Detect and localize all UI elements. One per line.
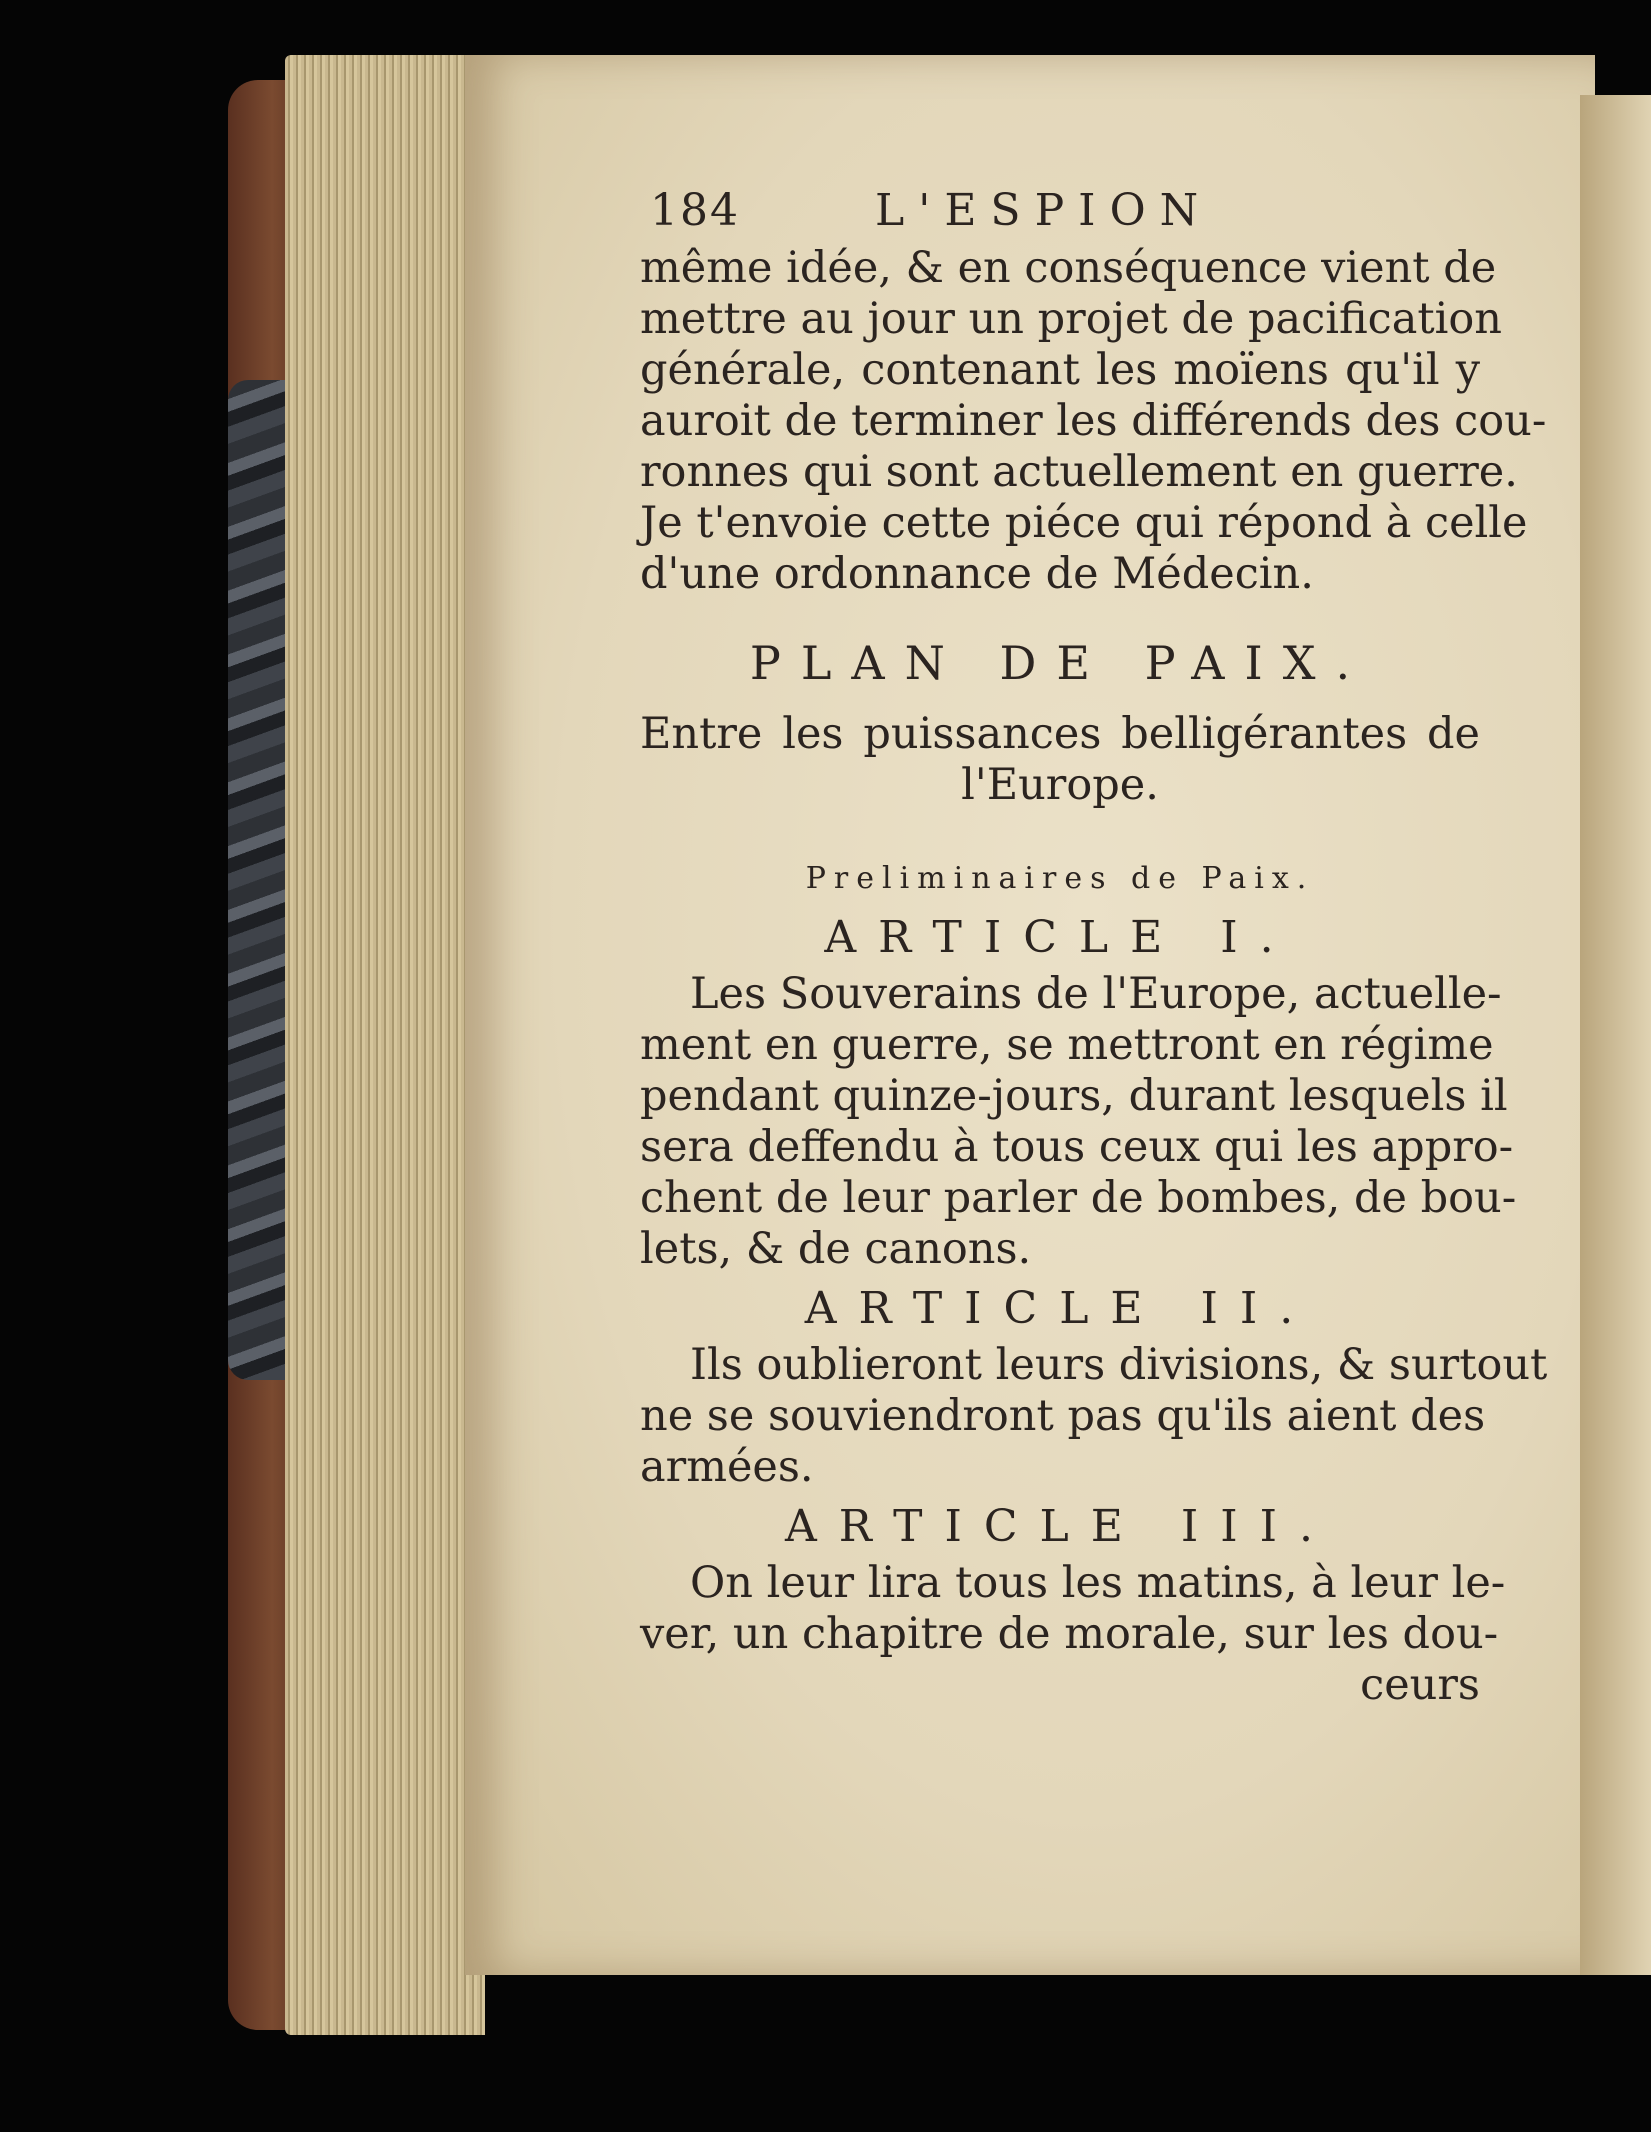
running-header <box>640 185 1480 243</box>
text-line: pendant quinze-jours, durant lesquels il <box>640 1071 1508 1121</box>
text-line: Je t'envoie cette piéce qui répond à celle <box>640 498 1528 548</box>
subtitle-line: Entre les puissances belligérantes de <box>640 709 1480 759</box>
plan-title: PLAN DE PAIX. <box>749 636 1371 690</box>
text-line: sera deffendu à tous ceux qui les appro- <box>640 1122 1514 1172</box>
page-edges <box>285 55 485 2035</box>
text-line: mettre au jour un projet de pacification <box>640 294 1502 344</box>
article-heading: ARTICLE I. <box>824 912 1296 963</box>
page-text <box>640 185 1548 1711</box>
text-line: chent de leur parler de bombes, de bou- <box>640 1173 1517 1223</box>
page-number: 184 <box>650 185 740 236</box>
text-line: générale, contenant les moïens qu'il y <box>640 345 1480 395</box>
preliminaires-heading: Preliminaires de Paix. <box>805 861 1315 896</box>
running-title: L'ESPION <box>875 185 1213 236</box>
text-line: d'une ordonnance de Médecin. <box>640 549 1314 599</box>
text-line: auroit de terminer les différends des cou- <box>640 396 1547 446</box>
text-line: Les Souverains de l'Europe, actuelle- <box>690 969 1502 1019</box>
article-heading: ARTICLE III. <box>785 1501 1335 1552</box>
text-line: même idée, & en conséquence vient de <box>640 243 1497 293</box>
subtitle-line: l'Europe. <box>961 760 1159 810</box>
facing-page-edge <box>1580 95 1651 1975</box>
text-line: Ils oublieront leurs divisions, & surtout <box>690 1340 1548 1390</box>
text-line: ne se souviendront pas qu'ils aient des <box>640 1391 1486 1441</box>
catchword: ceurs <box>1360 1660 1480 1710</box>
text-line: ment en guerre, se mettront en régime <box>640 1020 1494 1070</box>
text-line: ver, un chapitre de morale, sur les dou- <box>640 1609 1499 1659</box>
article-heading: ARTICLE II. <box>804 1283 1316 1334</box>
text-line: armées. <box>640 1442 814 1492</box>
text-line: lets, & de canons. <box>640 1224 1032 1274</box>
text-line: On leur lira tous les matins, à leur le- <box>690 1558 1506 1608</box>
text-line: ronnes qui sont actuellement en guerre. <box>640 447 1518 497</box>
